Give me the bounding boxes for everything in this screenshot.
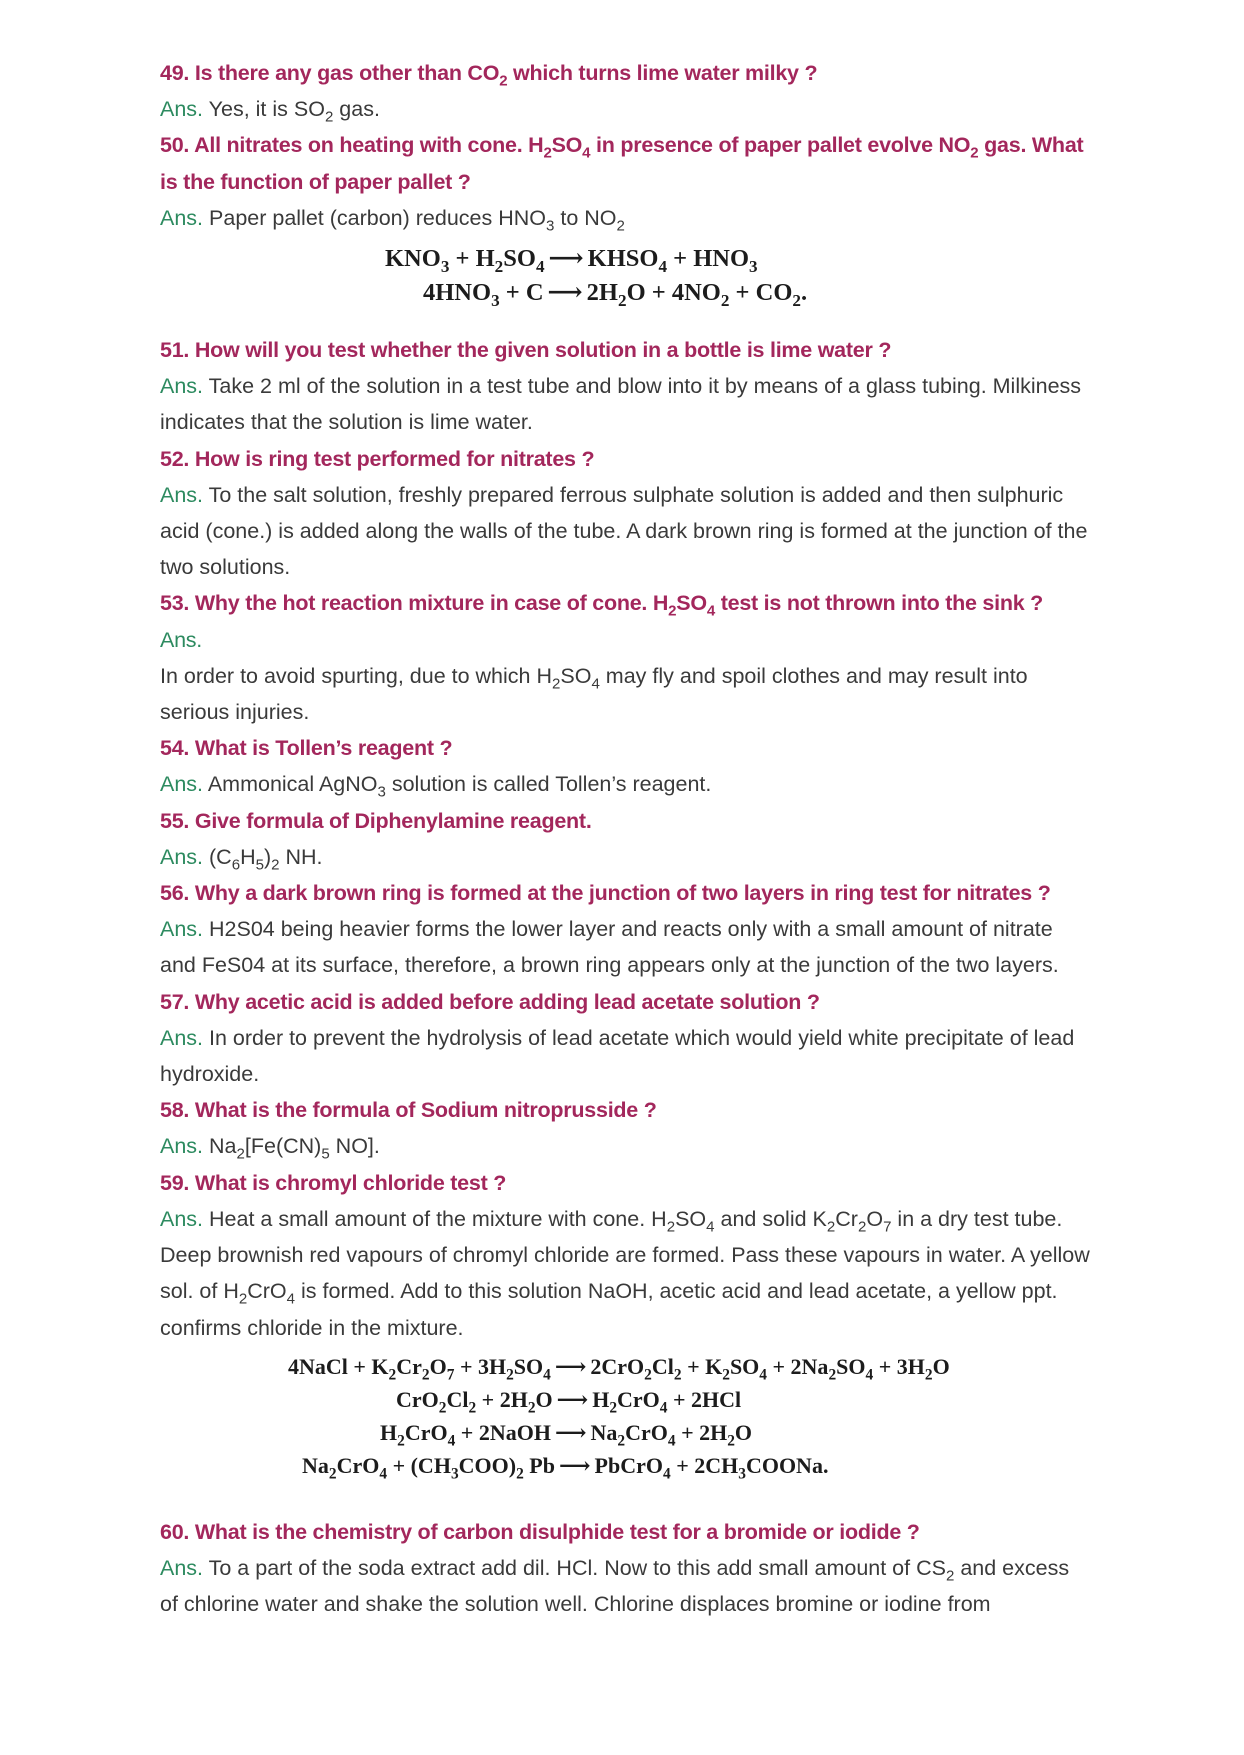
question-60: 60. What is the chemistry of carbon disulphide test for a bromide or iodide ? — [160, 1519, 920, 1544]
question-58: 58. What is the formula of Sodium nitroprusside ? — [160, 1098, 657, 1123]
question-56: 56. Why a dark brown ring is formed at the junction of two layers in ring test for nitrates ? — [160, 881, 1051, 906]
arrow-icon: ⟶ — [554, 1353, 587, 1379]
arrow-icon: ⟶ — [556, 1386, 589, 1412]
question-57: 57. Why acetic acid is added before adding lead acetate solution ? — [160, 989, 820, 1014]
question-49: 49. Is there any gas other than $CO_2$ which turns lime water milky ? — [160, 61, 818, 90]
question-50: 50. All nitrates on heating with cone. $H_2SO_4$ in presence of paper pallet evolve $NO_2$ gas. What is the function of paper pallet ? — [160, 133, 1084, 194]
equation-block-nitrate — [160, 242, 1090, 310]
answer-57: Ans. In order to prevent the hydrolysis of lead acetate which would yield white precipitate of lead hydroxide. — [160, 1025, 1075, 1087]
answer-49: Ans. Yes, it is $SO_2$ gas. — [160, 97, 380, 126]
arrow-icon: ⟶ — [554, 1419, 587, 1445]
ans-label: Ans. — [160, 1206, 204, 1231]
answer-52: Ans. To the salt solution, freshly prepared ferrous sulphate solution is added and then sulphuric acid (cone.) is added along the walls of the tube. A dark brown ring is formed at the junction of the two solutions. — [160, 482, 1088, 580]
ans-label: Ans. — [160, 482, 204, 507]
ans-label: Ans. — [160, 917, 204, 942]
equation-line: $KNO_3 + H_2SO_4$ ⟶ $KHSO_4 + HNO_3$ — [385, 242, 1090, 276]
answer-58: Ans. $Na_2[Fe(CN)_5$ NO]. — [160, 1134, 380, 1163]
answer-54: Ans. Ammonical AgNO$_3$ solution is called Tollen’s reagent. — [160, 772, 712, 801]
ans-label: Ans. — [160, 205, 204, 230]
equation-line: $H_2CrO_4$ + 2NaOH ⟶ $Na_2CrO_4 + 2H_2O$ — [160, 1416, 1090, 1449]
ans-label: Ans. — [160, 1134, 204, 1159]
question-55: 55. Give formula of Diphenylamine reagent. — [160, 808, 592, 833]
answer-50: Ans. Paper pallet (carbon) reduces $HNO_3$ to $NO_2$ — [160, 205, 625, 235]
question-54: 54. What is Tollen’s reagent ? — [160, 736, 453, 761]
answer-60: Ans. To a part of the soda extract add dil. HCl. Now to this add small amount of $CS_2$ and excess of chlorine water and shake the solution well. Chlorine displaces bromine or iodine from — [160, 1555, 1070, 1617]
question-53: 53. Why the hot reaction mixture in case of cone. $H_2SO_4$ test is not thrown into the sink ? Ans. — [160, 591, 1044, 652]
equation-block-chromyl — [160, 1350, 1090, 1482]
ans-label: Ans. — [160, 844, 204, 869]
ans-label: Ans. — [160, 1025, 204, 1050]
equation-line: $4HNO_3 + C$ ⟶ $2H_2O + 4NO_2 + CO_2$. — [385, 276, 1090, 310]
ans-label: Ans. — [160, 374, 204, 399]
equation-line: $Na_2CrO_4 + (CH_3COO)_2$ Pb ⟶ PbCrO$_4$ + $2CH_3COONa$. — [160, 1449, 1090, 1482]
answer-59: Ans. Heat a small amount of the mixture with cone. $H_2SO_4$ and solid $K_2Cr_2O_7$ in a dry test tube. Deep brownish red vapours of chromyl chloride are formed. Pass these vapours in water. A yellow sol. of $H_2CrO_4$ is formed. Add to this solution NaOH, acetic acid and lead acetate, a yellow ppt. confirms chloride in the mixture. — [160, 1206, 1090, 1340]
ans-label: Ans. — [160, 1555, 204, 1580]
equation-line: $CrO_2Cl_2 + 2H_2O$ ⟶ $H_2CrO_4 + 2HCl$ — [160, 1383, 1090, 1416]
question-59: 59. What is chromyl chloride test ? — [160, 1170, 507, 1195]
ans-label: Ans. — [160, 97, 204, 122]
question-51: 51. How will you test whether the given solution in a bottle is lime water ? — [160, 338, 892, 363]
ans-label: Ans. — [160, 627, 203, 652]
answer-53: In order to avoid spurting, due to which $H_2SO_4$ may fly and spoil clothes and may result into serious injuries. — [160, 663, 1028, 725]
arrow-icon: ⟶ — [547, 279, 583, 307]
answer-56: Ans. H2S04 being heavier forms the lower layer and reacts only with a small amount of nitrate and FeS04 at its surface, therefore, a brown ring appears only at the junction of the two layers. — [160, 917, 1059, 978]
qa-document — [160, 55, 1090, 1622]
arrow-icon: ⟶ — [558, 1452, 591, 1478]
arrow-icon: ⟶ — [548, 245, 584, 273]
ans-label: Ans. — [160, 772, 204, 797]
equation-line: 4NaCl + $K_2Cr_2O_7 + 3H_2SO_4$ ⟶ $2CrO_2Cl_2 + K_2SO_4 + 2Na_2SO_4 + 3H_2O$ — [160, 1350, 1090, 1383]
answer-51: Ans. Take 2 ml of the solution in a test tube and blow into it by means of a glass tubing. Milkiness indicates that the solution is lime water. — [160, 374, 1082, 435]
answer-55: Ans. $(C_6H_5)_2$ NH. — [160, 844, 323, 874]
question-52: 52. How is ring test performed for nitrates ? — [160, 446, 595, 471]
